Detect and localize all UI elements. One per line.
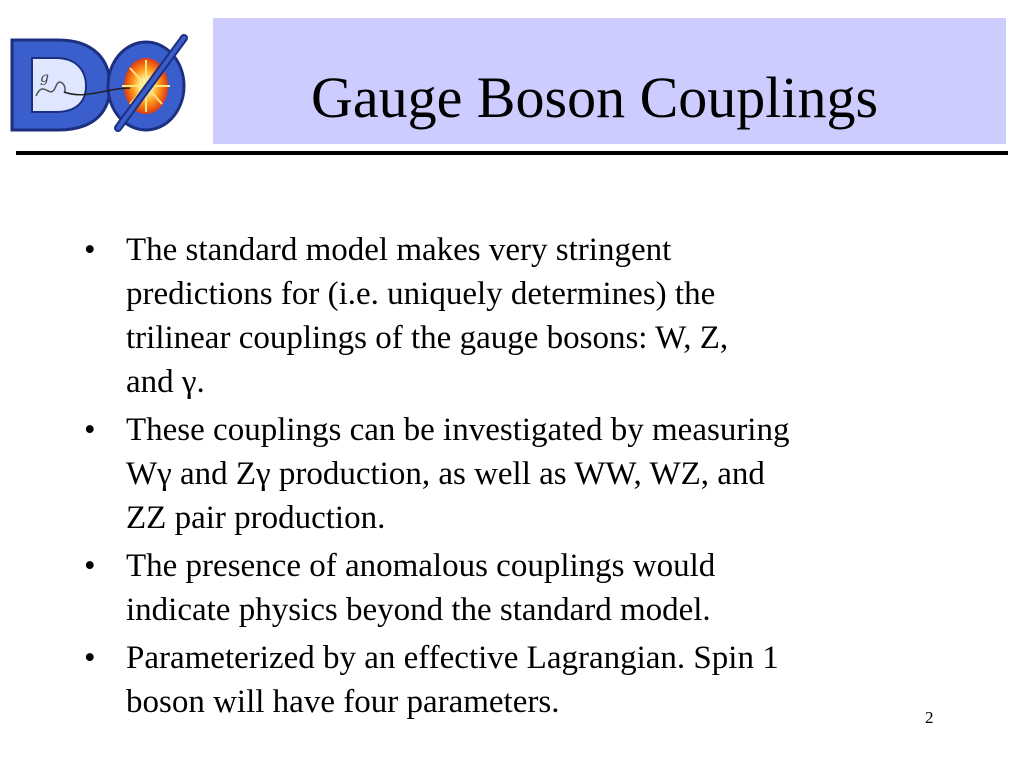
- bullet-line: The standard model makes very stringent: [126, 232, 672, 268]
- page-number: 2: [925, 708, 934, 727]
- bullet-line: indicate physics beyond the standard model.: [126, 592, 711, 628]
- bullet-line: These couplings can be investigated by measuring: [126, 412, 790, 448]
- bullet-marker: •: [84, 412, 96, 448]
- bullet-line: trilinear couplings of the gauge bosons: W, Z,: [126, 320, 729, 356]
- d0-logo: [6, 30, 194, 136]
- bullet-list: [84, 228, 944, 728]
- bullet-marker: •: [84, 640, 96, 676]
- bullet-line: boson will have four parameters.: [126, 684, 560, 720]
- bullet-line: ZZ pair production.: [126, 500, 386, 536]
- bullet-item: [84, 544, 944, 632]
- bullet-marker: •: [84, 548, 96, 584]
- bullet-line: Wγ and Zγ production, as well as WW, WZ, and: [126, 456, 765, 492]
- bullet-item: [84, 228, 944, 404]
- bullet-marker: •: [84, 232, 96, 268]
- title-banner: [213, 18, 1006, 144]
- bullet-line: Parameterized by an effective Lagrangian. Spin 1: [126, 640, 779, 676]
- bullet-line: and γ.: [126, 364, 205, 400]
- bullet-line: predictions for (i.e. uniquely determines) the: [126, 276, 716, 312]
- bullet-item: [84, 408, 944, 540]
- bullet-item: [84, 636, 944, 724]
- slide-title: Gauge Boson Couplings: [310, 65, 879, 130]
- title-divider: [16, 151, 1008, 155]
- bullet-line: The presence of anomalous couplings would: [126, 548, 716, 584]
- svg-text:g: g: [40, 70, 49, 86]
